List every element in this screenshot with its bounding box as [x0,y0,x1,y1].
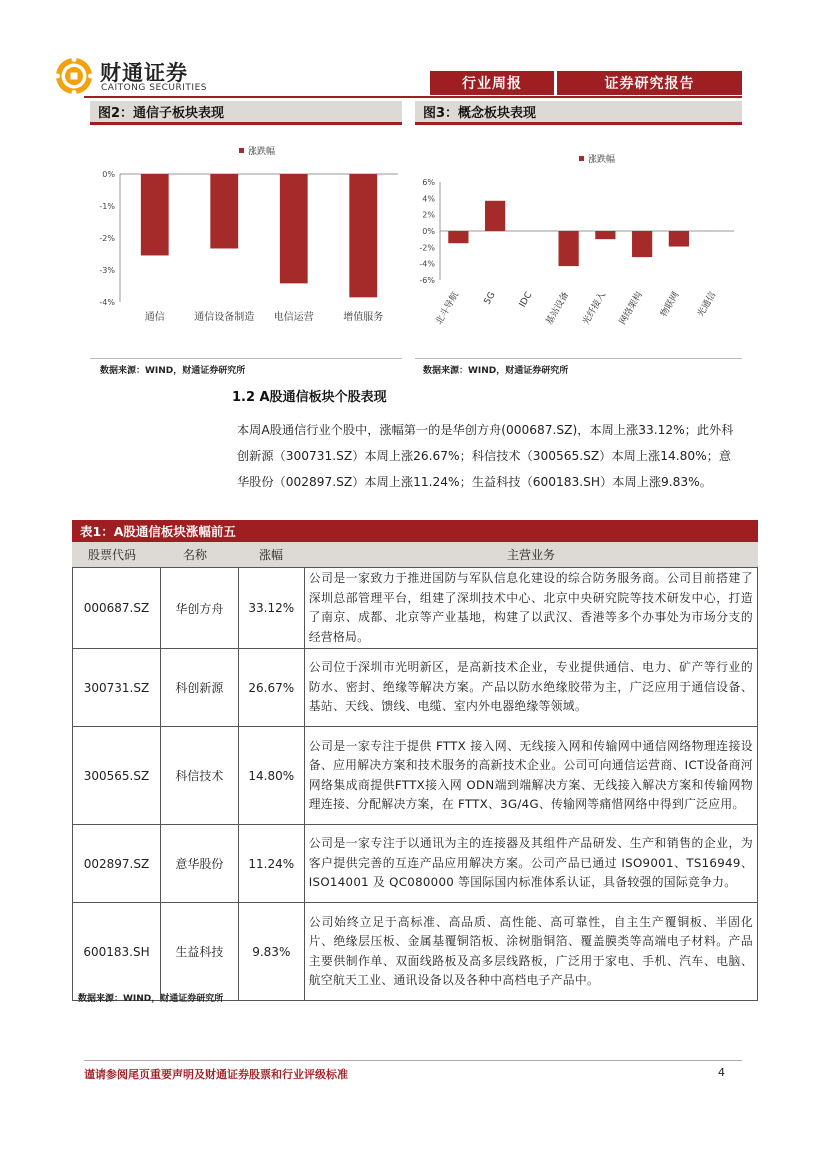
footer-disclaimer: 谨请参阅尾页重要声明及财通证券股票和行业评级标准 [84,1068,348,1081]
legend-swatch [239,148,244,153]
legend-label: 涨跌幅 [248,147,276,157]
figure2-chart [84,130,404,352]
figure3-title: 图3：概念板块表现 [415,101,742,125]
bar [210,174,238,248]
figure2-title: 图2：通信子板块表现 [90,101,402,125]
y-tick-label: -4% [99,298,115,307]
table-row [73,568,758,649]
header-tag-weekly: 行业周报 [430,71,554,95]
y-tick-label: -6% [419,276,435,285]
stock-name: 华创方舟 [160,568,238,649]
x-tick-label: 网络架构 [618,290,645,327]
header-code: 股票代码 [87,548,136,562]
y-tick-label: -3% [99,266,115,275]
y-tick-label: 6% [422,178,435,187]
legend-label: 涨跌幅 [588,155,616,165]
table-row [73,649,758,727]
page-number: 4 [718,1066,725,1079]
table-source: 数据来源：WIND，财通证券研究所 [78,994,224,1004]
header-tag-report: 证券研究报告 [557,71,742,95]
stock-name: 科信技术 [160,727,238,825]
top5-table [72,567,758,1001]
bar [141,174,169,255]
table-title: 表1：A股通信板块涨幅前五 [72,520,758,542]
stock-business: 公司位于深圳市光明新区，是高新技术企业，专业提供通信、电力、矿产等行业的防水、密封、绝缘等解决方案。产品以防水绝缘胶带为主，广泛应用于通信设备、基站、天线、馈线、电缆、室内外电器绝缘等领域。 [304,649,757,727]
y-tick-label: 2% [422,210,435,220]
stock-code: 000687.SZ [73,568,161,649]
x-tick-label: 光纤接入 [581,290,608,327]
figure3-source: 数据来源：WIND，财通证券研究所 [423,366,569,376]
x-tick-label: 物联网 [659,290,682,319]
stock-change: 11.24% [238,825,304,903]
header-change: 涨幅 [258,548,283,562]
bar [485,201,505,231]
section-title: 1.2 A股通信板块个股表现 [232,390,387,405]
y-tick-label: 0% [422,227,435,236]
y-tick-label: 0% [102,170,115,179]
header-divider [84,96,742,98]
figure2-source-divider [90,358,402,359]
stock-change: 9.83% [238,903,304,1001]
logo-chinese-name: 财通证券 [100,60,188,85]
stock-code: 300565.SZ [73,727,161,825]
caitong-logo-icon [54,56,94,96]
y-tick-label: -1% [99,202,115,211]
x-tick-label: 通信设备制造 [194,312,255,323]
stock-change: 33.12% [238,568,304,649]
x-tick-label: IDC [517,290,535,310]
table-row [73,903,758,1001]
x-tick-label: 通信 [144,312,165,323]
stock-code: 300731.SZ [73,649,161,727]
stock-name: 生益科技 [160,903,238,1001]
x-tick-label: 增值服务 [343,312,384,323]
bar [559,231,579,266]
stock-business: 公司是一家专注于以通讯为主的连接器及其组件产品研发、生产和销售的企业，为客户提供完善的互连产品应用解决方案。公司产品已通过 ISO9001、TS16949、ISO14001 及 QC080000 等国际国内标准体系认证，具备较强的国际竞争力。 [304,825,757,903]
bar [349,174,377,297]
header-business: 主营业务 [506,548,555,562]
bar [280,174,308,283]
figure3-source-divider [415,358,742,359]
y-tick-label: -2% [99,234,115,243]
x-tick-label: 光通信 [696,290,719,319]
stock-name: 科创新源 [160,649,238,727]
x-tick-label: 电信运营 [273,312,314,323]
stock-name: 意华股份 [160,825,238,903]
figure3-chart [412,130,742,352]
stock-change: 14.80% [238,727,304,825]
logo-english-name: CAITONG SECURITIES [101,83,207,93]
table-row [73,727,758,825]
x-tick-label: 5G [482,290,498,307]
stock-code: 002897.SZ [73,825,161,903]
x-tick-label: 北斗导航 [434,290,461,327]
stock-change: 26.67% [238,649,304,727]
stock-code: 600183.SH [73,903,161,1001]
figure2-source: 数据来源：WIND，财通证券研究所 [100,366,246,376]
table-row [73,825,758,903]
bar [632,231,652,257]
section-paragraph: 本周A股通信行业个股中，涨幅第一的是华创方舟(000687.SZ)，本周上涨33.12%；此外科创新源（300731.SZ）本周上涨26.67%；科信技术（300565.SZ）本周上涨14.80%；意华股份（002897.SZ）本周上涨11.24%；生益科技（600183.SH）本周上涨9.83%。 [237,423,734,489]
x-tick-label: 基站设备 [544,290,572,327]
legend-swatch [579,156,584,161]
y-tick-label: -4% [419,259,435,269]
bar [448,231,468,243]
y-tick-label: -2% [419,243,435,253]
stock-business: 公司始终立足于高标准、高品质、高性能、高可靠性，自主生产覆铜板、半固化片、绝缘层压板、金属基覆铜箔板、涂树脂铜箔、覆盖膜类等高端电子材料。产品主要供制作单、双面线路板及高多层线路板，广泛用于家电、手机、汽车、电脑、航空航天工业、通讯设备以及各种中高档电子产品中。 [304,903,757,1001]
footer-divider [84,1060,742,1061]
stock-business: 公司是一家致力于推进国防与军队信息化建设的综合防务服务商。公司目前搭建了深圳总部管理平台，组建了深圳技术中心、北京中央研究院等技术研发中心，打造了南京、成都、北京等产业基地，构建了以武汉、香港等多个办事处为市场分支的经营格局。 [304,568,757,649]
table-header [72,542,758,567]
header-name: 名称 [182,548,207,562]
y-tick-label: 4% [422,194,435,204]
stock-business: 公司是一家专注于提供 FTTX 接入网、无线接入网和传输网中通信网络物理连接设备、应用解决方案和技术服务的高新技术企业。公司可向通信运营商、ICT设备商河网络集成商提供FTTX接入网 ODN端到端解决方案、无线接入解决方案和传输网物理连接、分配解决方案，在 FTTX、3G/4G、传输网等痛惜网络中得到广泛应用。 [304,727,757,825]
bar [669,231,689,247]
bar [595,231,615,239]
